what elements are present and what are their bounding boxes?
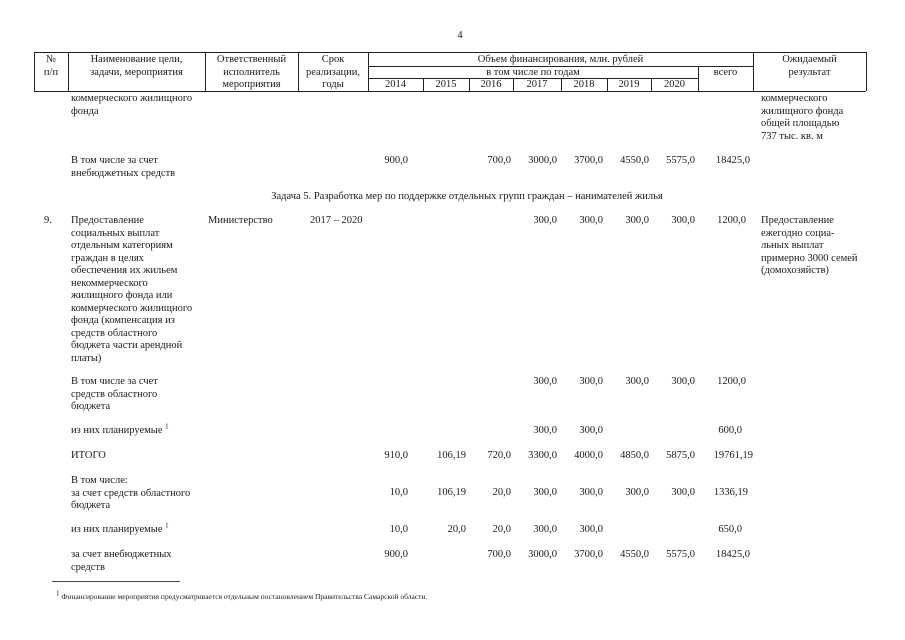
footnote (56, 591, 427, 604)
value-2017: 300,0 (533, 376, 557, 387)
value-2020: 300,0 (671, 215, 695, 226)
item-executor: Министерство (208, 215, 273, 226)
value-2014: 910,0 (384, 450, 408, 461)
value-2014: 900,0 (384, 155, 408, 166)
row-name-text: из них планируемые (71, 425, 163, 436)
value-2014: 900,0 (384, 549, 408, 560)
value-2017: 300,0 (533, 215, 557, 226)
value-2017: 300,0 (533, 487, 557, 498)
item-name: Предоставление социальных выплат отдельным категориям граждан в целях обеспечения их жильем некоммерческого жилищного фонда или коммерческого жилищного фонда (компенсация из средств областного бюджета части арендной платы) (71, 215, 193, 364)
value-total: 650,0 (718, 524, 742, 535)
value-2015: 106,19 (437, 450, 466, 461)
value-2020: 5875,0 (666, 450, 695, 461)
header-name: Наименование цели, задачи, мероприятия (90, 54, 183, 78)
value-2016: 700,0 (487, 549, 511, 560)
value-2018: 300,0 (579, 215, 603, 226)
header-year: 2018 (573, 79, 595, 90)
value-2017: 3000,0 (528, 549, 557, 560)
value-2014: 10,0 (389, 524, 408, 535)
value-2017: 3300,0 (528, 450, 557, 461)
value-2017: 3000,0 (528, 155, 557, 166)
value-2020: 5575,0 (666, 155, 695, 166)
value-total: 1200,0 (717, 215, 746, 226)
header-by-years: в том числе по годам (486, 67, 580, 78)
value-2017: 300,0 (533, 425, 557, 436)
header-year: 2017 (526, 79, 548, 90)
row-name: В том числе за счет внебюджетных средств (71, 155, 176, 179)
value-2015: 20,0 (447, 524, 466, 535)
value-2018: 300,0 (579, 425, 603, 436)
value-2015: 106,19 (437, 487, 466, 498)
value-2019: 4550,0 (620, 549, 649, 560)
value-2020: 300,0 (671, 376, 695, 387)
header-col-border (866, 52, 867, 91)
row-name (71, 521, 169, 537)
footnote-text: Финансирование мероприятия предусматривается отдельным постановлением Правительства Самарской области. (61, 592, 428, 601)
row-name (71, 422, 169, 438)
value-2020: 300,0 (671, 487, 695, 498)
task-heading: Задача 5. Разработка мер по поддержке отдельных групп граждан – нанимателей жилья (271, 191, 663, 202)
value-total: 18425,0 (715, 155, 750, 166)
value-2019: 300,0 (625, 487, 649, 498)
header-year: 2015 (435, 79, 457, 90)
value-2018: 300,0 (579, 376, 603, 387)
header-num: № п/п (43, 54, 59, 78)
page-number: 4 (457, 30, 463, 41)
header-result: Ожидаемый результат (782, 54, 837, 78)
footnote-marker: 1 (56, 589, 60, 598)
footnote-marker: 1 (165, 422, 169, 431)
header-executor: Ответственный исполнитель мероприятия (216, 54, 287, 90)
header-financing: Объем финансирования, млн. рублей (477, 54, 644, 65)
row-name: В том числе: за счет средств областного бюджета (71, 475, 191, 511)
value-total: 18425,0 (715, 549, 750, 560)
row-name: В том числе за счет средств областного бюджета (71, 376, 158, 412)
value-total: 600,0 (718, 425, 742, 436)
value-total: 19761,19 (713, 450, 753, 461)
value-2018: 3700,0 (574, 549, 603, 560)
value-2018: 300,0 (579, 524, 603, 535)
value-2018: 300,0 (579, 487, 603, 498)
header-term: Срок реализации, годы (306, 54, 360, 90)
value-2019: 4850,0 (620, 450, 649, 461)
value-2017: 300,0 (533, 524, 557, 535)
value-2019: 4550,0 (620, 155, 649, 166)
item-term: 2017 – 2020 (310, 215, 363, 226)
header-total: всего (713, 67, 738, 78)
header-year: 2014 (385, 79, 406, 90)
value-2016: 20,0 (492, 524, 511, 535)
footnote-separator (52, 581, 180, 582)
value-2016: 20,0 (492, 487, 511, 498)
value-2019: 300,0 (625, 376, 649, 387)
value-2014: 10,0 (389, 487, 408, 498)
header-year: 2019 (618, 79, 640, 90)
continued-result: коммерческого жилищного фонда общей площадью 737 тыс. кв. м (761, 93, 844, 142)
header-year: 2020 (664, 79, 685, 90)
item-result: Предоставление ежегодно социа- льных выплат примерно 3000 семей (домохозяйств) (761, 215, 858, 276)
header-top-border (34, 52, 866, 53)
value-2018: 3700,0 (574, 155, 603, 166)
row-name-text: из них планируемые (71, 524, 163, 535)
value-2018: 4000,0 (574, 450, 603, 461)
row-name: ИТОГО (71, 450, 106, 461)
value-total: 1336,19 (713, 487, 748, 498)
value-total: 1200,0 (717, 376, 746, 387)
value-2019: 300,0 (625, 215, 649, 226)
footnote-marker: 1 (165, 521, 169, 530)
row-name: за счет внебюджетных средств (71, 549, 172, 573)
item-number: 9. (44, 215, 52, 226)
continued-name: коммерческого жилищного фонда (71, 93, 193, 117)
value-2020: 5575,0 (666, 549, 695, 560)
header-year: 2016 (480, 79, 502, 90)
value-2016: 700,0 (487, 155, 511, 166)
value-2016: 720,0 (487, 450, 511, 461)
